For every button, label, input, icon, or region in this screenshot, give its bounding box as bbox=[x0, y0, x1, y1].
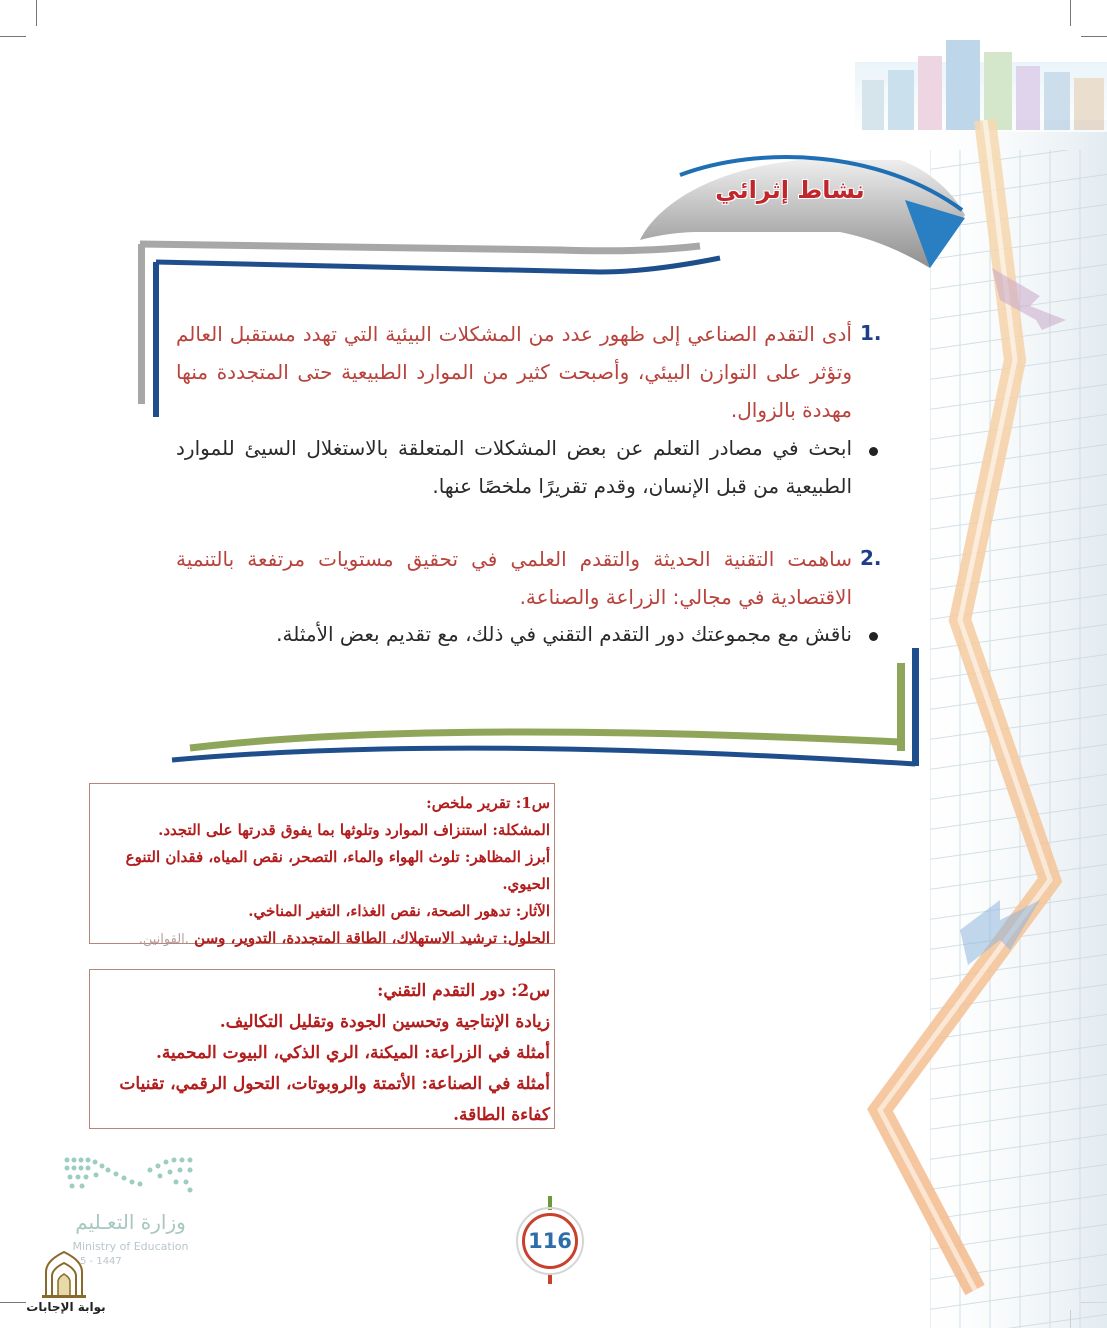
bullet-icon bbox=[869, 632, 878, 641]
answer-2-agriculture bbox=[98, 1038, 550, 1069]
solutions-faint-text: .القوانين. bbox=[138, 932, 189, 947]
question-2-number: 2. bbox=[860, 546, 882, 570]
ministry-logo-icon bbox=[65, 1158, 193, 1193]
effects-text: تدهور الصحة، نقص الغذاء، التغير المناخي. bbox=[248, 902, 511, 920]
ministry-name-english: Ministry of Education bbox=[72, 1240, 189, 1253]
frame-right-blue bbox=[912, 648, 919, 766]
ministry-year: 5 - 1447 bbox=[80, 1256, 122, 1267]
answer-2-line1: زيادة الإنتاجية وتحسين الجودة وتقليل التكاليف. bbox=[219, 1012, 550, 1032]
frame-bottom-green bbox=[190, 732, 900, 748]
industry-text: الأتمتة والروبوتات، التحول الرقمي، تقنيات كفاءة الطاقة. bbox=[119, 1074, 550, 1125]
question-1-task: ابحث في مصادر التعلم عن بعض المشكلات المتعلقة بالاستغلال السيئ للموارد الطبيعية من قبل الإنسان، وقدم تقريرًا ملخصًا عنها. bbox=[176, 436, 852, 498]
activity-title: نشاط إثرائي bbox=[715, 176, 865, 204]
problem-label: المشكلة: bbox=[492, 821, 550, 839]
frame-top-gray bbox=[140, 244, 700, 251]
ministry-name-arabic: وزارة التعـليم bbox=[75, 1210, 186, 1234]
frame-left-gray bbox=[138, 244, 145, 404]
industry-label: أمثلة في الصناعة: bbox=[421, 1074, 550, 1094]
answer-1-problem bbox=[98, 817, 550, 844]
frame-top-blue bbox=[156, 258, 720, 272]
portal-label: بوابة الإجابات bbox=[26, 1300, 106, 1314]
answer-1-heading: س1: تقرير ملخص: bbox=[426, 794, 550, 812]
answer-1-effects bbox=[98, 898, 550, 925]
answer-1-signs bbox=[98, 844, 550, 898]
question-1-prompt: أدى التقدم الصناعي إلى ظهور عدد من المشكلات البيئية التي تهدد مستقبل العالم وتؤثر على التوازن البيئي، وأصبحت كثير من الموارد الطبيعية حتى المتجددة منها مهددة بالزوال. bbox=[176, 322, 852, 422]
problem-text: استنزاف الموارد وتلوثها بما يفوق قدرتها على التجدد. bbox=[158, 821, 488, 839]
city-skyline-image bbox=[855, 40, 1107, 132]
question-2-prompt: ساهمت التقنية الحديثة والتقدم العلمي في تحقيق مستويات مرتفعة بالتنمية الاقتصادية في مجالي: الزراعة والصناعة. bbox=[176, 547, 852, 609]
signs-label: أبرز المظاهر: bbox=[464, 848, 550, 866]
page-number: 116 bbox=[522, 1213, 578, 1269]
agriculture-label: أمثلة في الزراعة: bbox=[424, 1043, 550, 1063]
answer-1-solutions bbox=[98, 925, 550, 953]
frame-left-blue bbox=[153, 262, 159, 417]
solutions-text: ترشيد الاستهلاك، الطاقة المتجددة، التدوير، وسن bbox=[194, 929, 498, 947]
agriculture-text: الميكنة، الري الذكي، البيوت المحمية. bbox=[156, 1043, 419, 1063]
answer-box-2 bbox=[89, 969, 555, 1129]
signs-text: تلوث الهواء والماء، التصحر، نقص المياه، فقدان التنوع الحيوي. bbox=[125, 848, 550, 893]
question-1-number: 1. bbox=[860, 321, 882, 345]
solutions-label: الحلول: bbox=[502, 929, 550, 947]
bullet-icon bbox=[869, 447, 878, 456]
answer-2-heading: س2: دور التقدم التقني: bbox=[377, 981, 550, 1001]
frame-bottom-blue bbox=[172, 748, 915, 764]
question-2-task: ناقش مع مجموعتك دور التقدم التقني في ذلك، مع تقديم بعض الأمثلة. bbox=[276, 622, 852, 646]
effects-label: الآثار: bbox=[515, 902, 550, 920]
answer-box-1 bbox=[89, 783, 555, 947]
frame-right-green bbox=[897, 663, 905, 751]
answer-2-industry bbox=[98, 1069, 550, 1131]
